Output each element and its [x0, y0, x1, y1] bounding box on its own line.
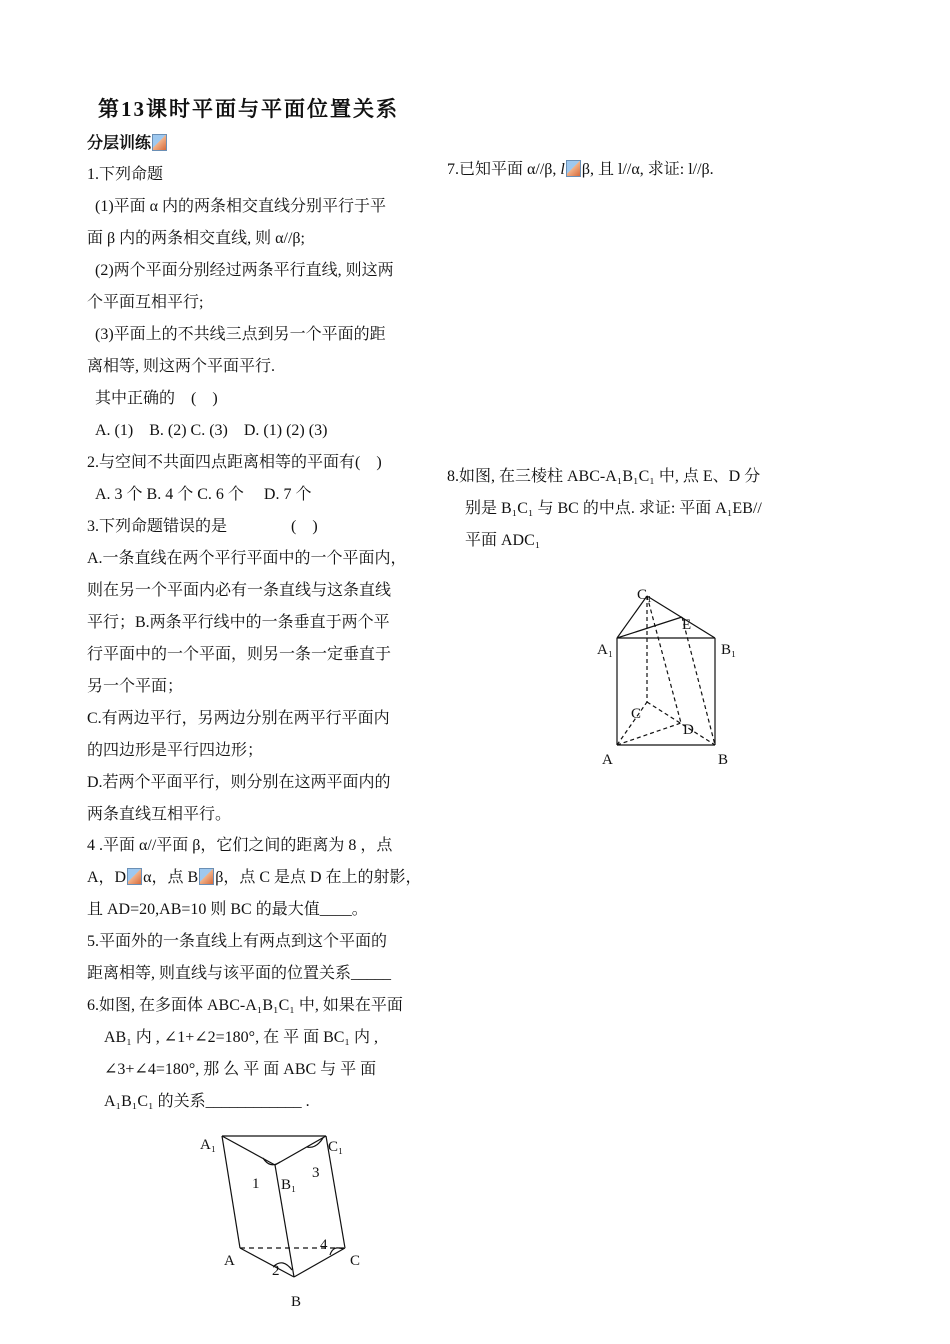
label-b1: B₁	[721, 642, 737, 658]
edge-ad-hidden	[617, 723, 681, 745]
section-heading	[87, 130, 168, 153]
q6-line3: ∠3+∠4=180°, 那 么 平 面 ABC 与 平 面	[104, 1061, 377, 1078]
q4-line2	[87, 868, 422, 888]
q1-prop1-line2: 面 β 内的两条相交直线, 则 α//β;	[87, 230, 306, 247]
edge-cb-hidden	[647, 702, 715, 745]
broken-image-icon	[127, 868, 142, 885]
angle-4-arc	[330, 1248, 343, 1255]
q4-line3: 且 AD=20,AB=10 则 BC 的最大值____。	[87, 901, 368, 918]
edge-b1c1	[275, 1136, 326, 1165]
q3-option-d-line1: D.若两个平面平行，则分别在这两平面内的	[87, 774, 391, 791]
page-title: 第13课时平面与平面位置关系	[98, 97, 399, 121]
q3-option-a-line1: A.一条直线在两个平行平面中的一个平面内，	[87, 550, 407, 567]
q8-line2: 别是 B₁C₁ 与 BC 的中点. 求证: 平面 A₁EB//	[465, 500, 762, 517]
q8-line1: 8.如图, 在三棱柱 ABC-A₁B₁C₁ 中, 点 E、D 分	[447, 468, 761, 485]
q7-part-a: 7.已知平面 α//β,	[447, 161, 561, 178]
q6-line4: A₁B₁C₁ 的关系____________ .	[104, 1093, 310, 1110]
broken-image-icon	[199, 868, 214, 885]
q3-option-b-line3: 另一个平面；	[87, 678, 184, 695]
q1-options: A. (1) B. (2) C. (3) D. (1) (2) (3)	[95, 422, 328, 439]
q3-option-a-line2: 则在另一个平面内必有一条直线与这条直线	[87, 582, 392, 599]
label-c: C	[631, 706, 642, 722]
q7-part-b: β, 且	[581, 161, 619, 178]
label-b: B	[718, 752, 729, 768]
q8-figure	[590, 580, 750, 770]
q5-line1: 5.平面外的一条直线上有两点到这个平面的	[87, 933, 388, 950]
edge-c1d-hidden	[647, 596, 681, 723]
q1-stem: 1.下列命题	[87, 166, 164, 183]
section-label: 分层训练	[87, 135, 152, 152]
label-angle-2: 2	[272, 1263, 280, 1279]
label-a: A	[602, 752, 613, 768]
edge-a1b1	[222, 1136, 275, 1165]
q2-stem: 2.与空间不共面四点距离相等的平面有( )	[87, 454, 382, 471]
q3-option-c-line1: C.有两边平行，另两边分别在两平行平面内	[87, 710, 390, 727]
q3-option-c-line2: 的四边形是平行四边形；	[87, 742, 264, 759]
broken-image-icon	[152, 134, 167, 151]
q1-prop3-line1: (3)平面上的不共线三点到另一个平面的距	[95, 326, 386, 343]
q7-line-l: l	[560, 161, 565, 178]
label-c1: C₁	[328, 1139, 344, 1155]
q3-option-d-line2: 两条直线互相平行。	[87, 806, 232, 823]
label-d: D	[683, 722, 694, 738]
edge-a1e	[617, 617, 682, 638]
label-e: E	[682, 617, 692, 633]
q1-prop3-line2: 离相等, 则这两个平面平行.	[87, 358, 276, 375]
q1-ask: 其中正确的 ( )	[95, 390, 218, 407]
label-angle-1: 1	[252, 1176, 260, 1192]
q1-prop1-line1: (1)平面 α 内的两条相交直线分别平行于平	[95, 198, 387, 215]
q6-line2: AB₁ 内 , ∠1+∠2=180°, 在 平 面 BC₁ 内 ,	[104, 1029, 378, 1046]
q4-line2-part-c: β，点 C 是点 D 在上的射影，	[215, 869, 422, 886]
q7-part-c: l//α, 求证: l//β.	[618, 161, 714, 178]
label-angle-3: 3	[312, 1165, 320, 1181]
edge-a1a	[222, 1136, 240, 1248]
label-b1: B₁	[281, 1177, 297, 1193]
label-a1: A₁	[597, 642, 614, 658]
q3-stem: 3.下列命题错误的是 ( )	[87, 518, 318, 535]
q4-line2-part-a: A，D	[87, 869, 127, 886]
label-b: B	[291, 1294, 302, 1310]
label-c1: C₁	[637, 587, 653, 603]
edge-ab	[240, 1248, 294, 1277]
q1-prop2-line1: (2)两个平面分别经过两条平行直线, 则这两	[95, 262, 394, 279]
broken-image-icon	[566, 160, 581, 177]
q8-line3: 平面 ADC₁	[465, 532, 541, 549]
q5-line2: 距离相等, 则直线与该平面的位置关系_____	[87, 965, 392, 982]
label-angle-4: 4	[320, 1237, 328, 1253]
q3-option-b-line2: 行平面中的一个平面，则另一条一定垂直于	[87, 646, 392, 663]
q6-line1: 6.如图, 在多面体 ABC-A₁B₁C₁ 中, 如果在平面	[87, 997, 403, 1014]
q6-figure	[190, 1125, 380, 1315]
label-a1: A₁	[200, 1137, 217, 1153]
q2-options: A. 3 个 B. 4 个 C. 6 个 D. 7 个	[95, 486, 312, 503]
label-a: A	[224, 1253, 235, 1269]
q4-line2-part-b: α，点 B	[143, 869, 199, 886]
q3-option-b-line1: 平行；B.两条平行线中的一条垂直于两个平	[87, 614, 390, 631]
label-c: C	[350, 1253, 361, 1269]
q7-line1	[447, 160, 714, 180]
q1-prop2-line2: 个平面互相平行;	[87, 294, 204, 311]
q4-line1: 4 .平面 α//平面 β，它们之间的距离为 8 ，点	[87, 837, 393, 854]
